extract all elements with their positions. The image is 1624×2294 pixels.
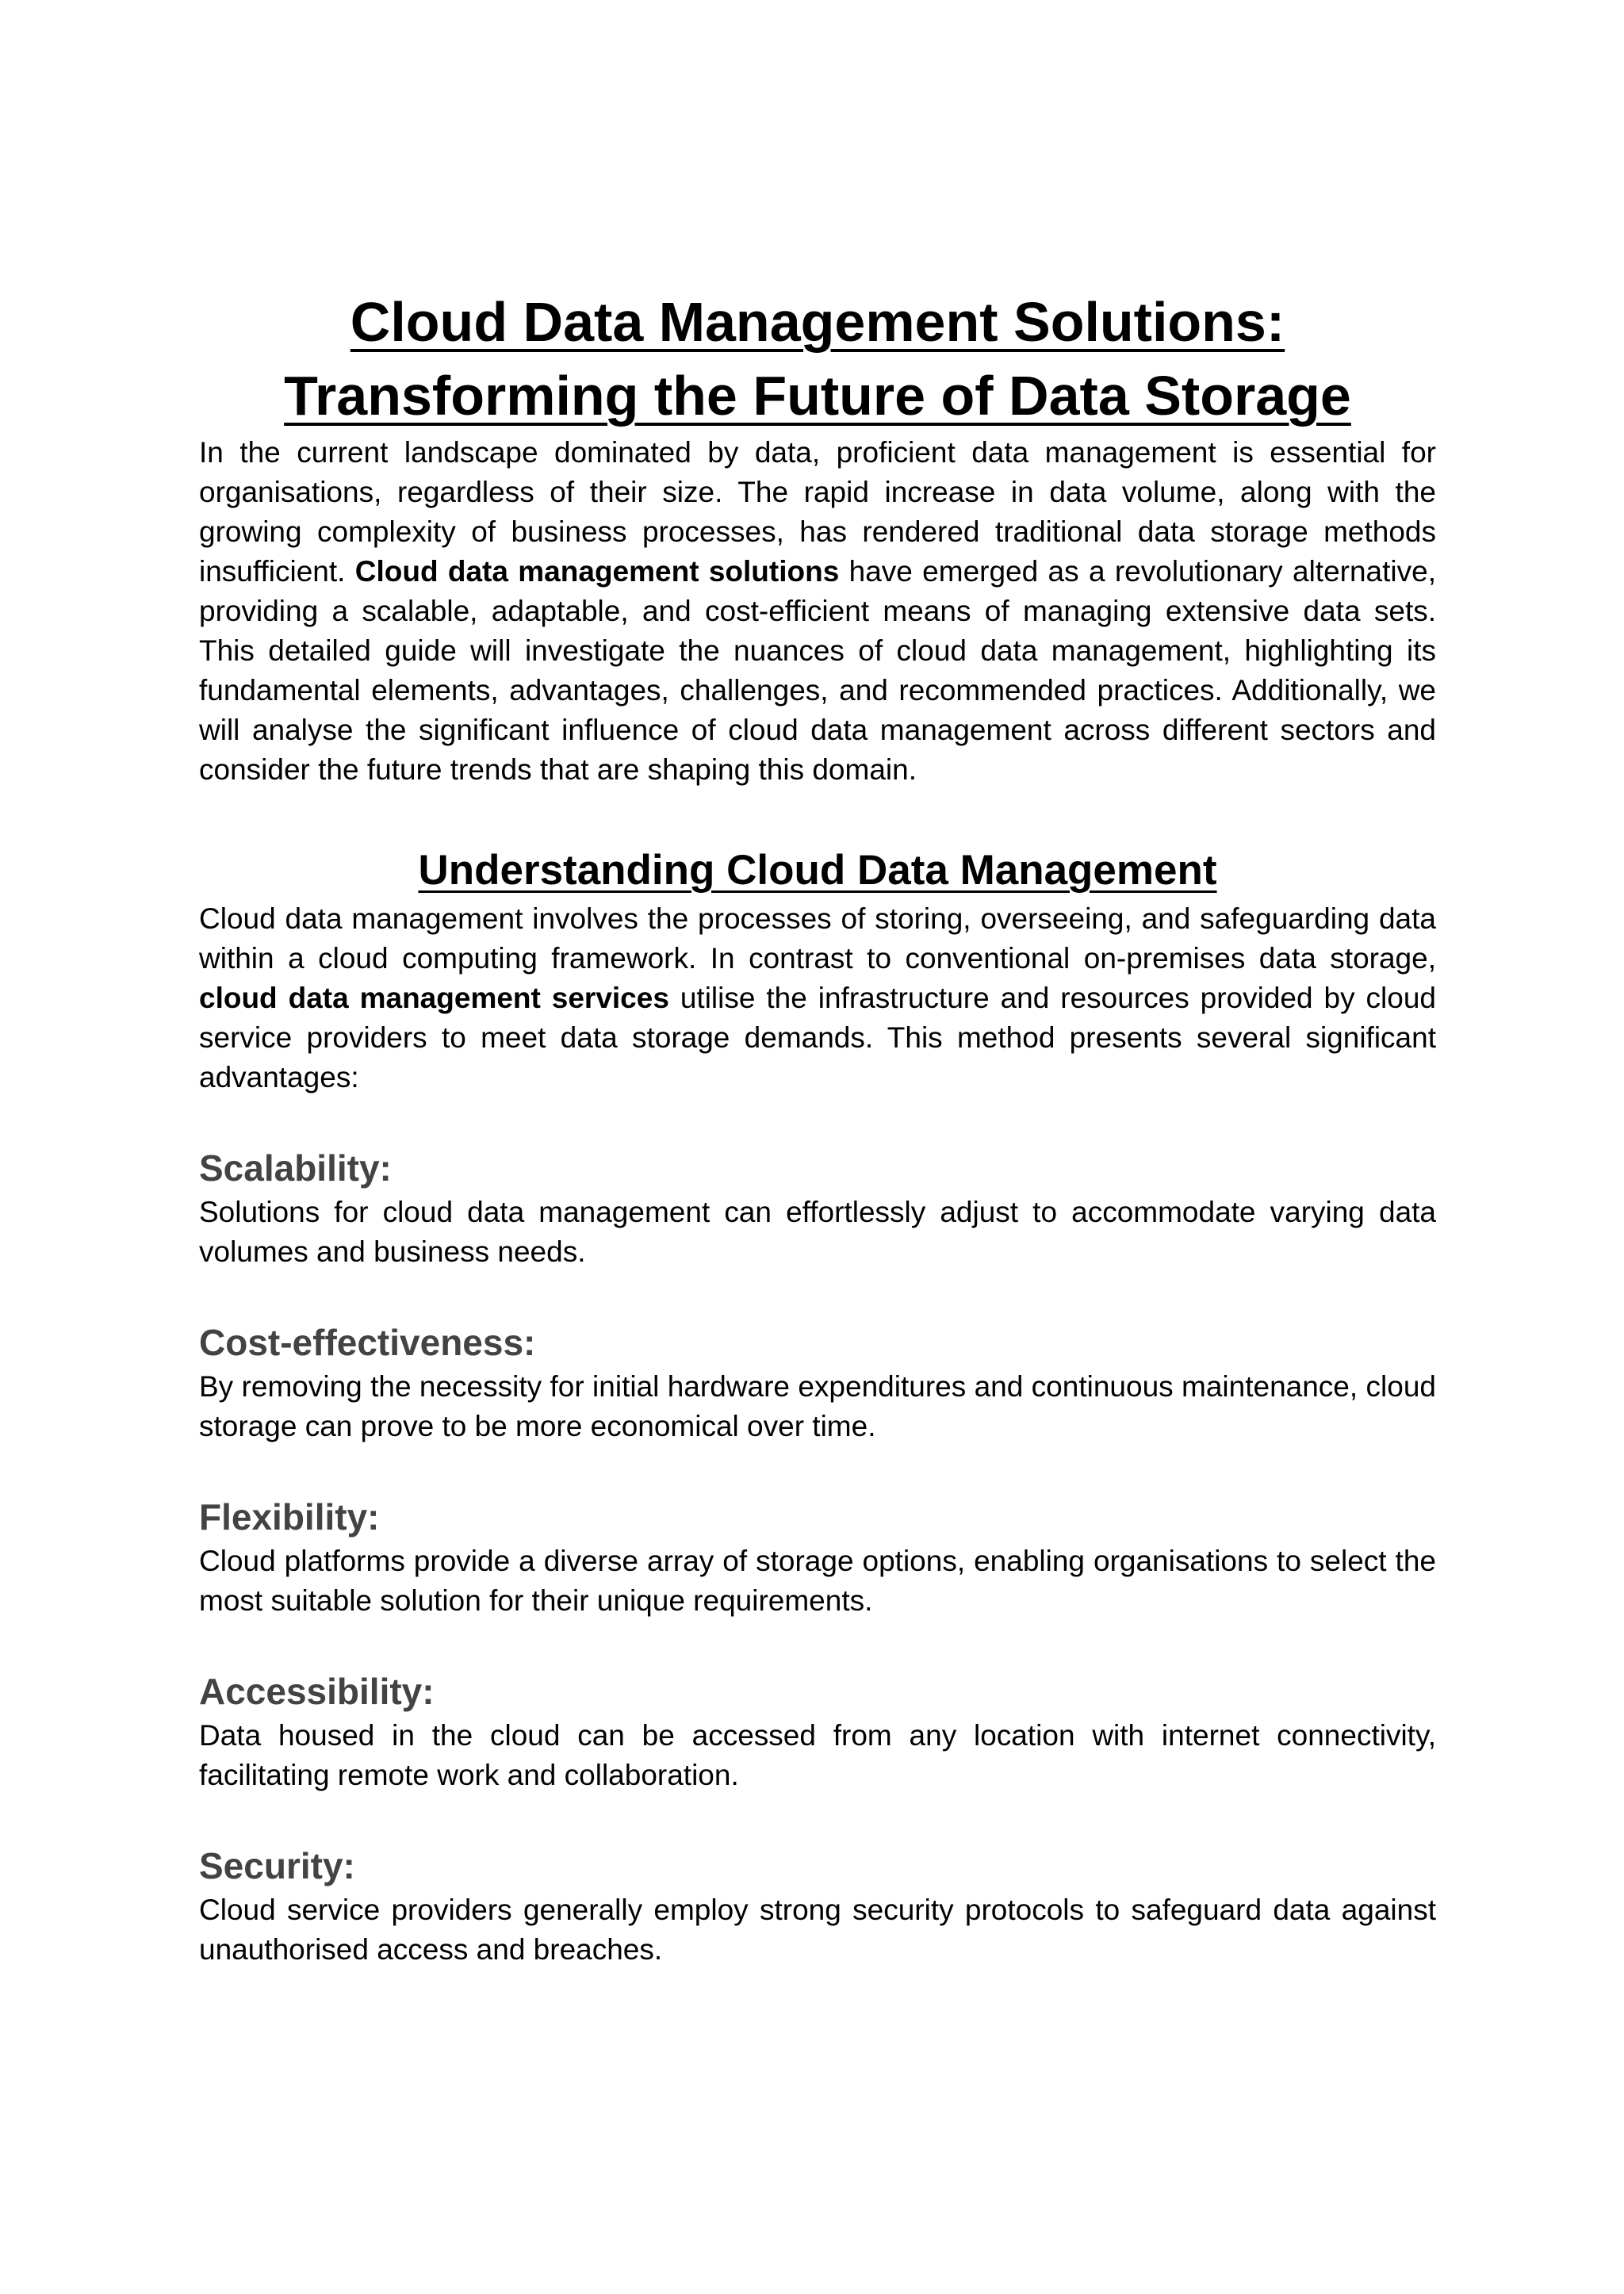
section-intro-bold-phrase: cloud data management services: [199, 982, 669, 1014]
advantage-heading: Cost-effectiveness:: [199, 1322, 536, 1363]
advantage-text: Cloud platforms provide a diverse array of storage options, enabling organisations to select the most suitable solution for their unique requirements.: [199, 1545, 1436, 1617]
advantage-text: Data housed in the cloud can be accessed from any location with internet connectivity, facilitating remote work and collaboration.: [199, 1719, 1436, 1791]
section-title: Understanding Cloud Data Management: [418, 847, 1217, 894]
advantage-flexibility: [199, 1492, 1436, 1621]
intro-paragraph: [199, 433, 1436, 790]
advantage-text: Cloud service providers generally employ strong security protocols to safeguard data against unauthorised access and breaches.: [199, 1894, 1436, 1966]
intro-bold-phrase: Cloud data management solutions: [354, 555, 840, 588]
section-intro-part-2: utilise the infrastructure and resources provided by cloud service providers to meet data storage demands. This method presents several significant advantages:: [199, 982, 1436, 1093]
document-title-line-2: Transforming the Future of Data Storage: [284, 365, 1351, 427]
advantage-security: [199, 1841, 1436, 1970]
advantage-accessibility: [199, 1667, 1436, 1795]
advantage-heading: Accessibility:: [199, 1671, 435, 1712]
advantage-heading: Scalability:: [199, 1147, 392, 1189]
intro-text-part-2: have emerged as a revolutionary alternative, providing a scalable, adaptable, and cost-efficient means of managing extensive data sets. This detailed guide will investigate the nuances of cloud data management, highlighting its fundamental elements, advantages, challenges, and recommended practices. Additionally, we will analyse the significant influence of cloud data management across different sectors and consider the future trends that are shaping this domain.: [199, 555, 1436, 786]
advantage-cost-effectiveness: [199, 1318, 1436, 1446]
document-title-line-1: Cloud Data Management Solutions:: [350, 291, 1285, 353]
document-content: [199, 285, 1436, 1970]
advantage-heading: Flexibility:: [199, 1496, 380, 1538]
advantage-text: By removing the necessity for initial hardware expenditures and continuous maintenance, cloud storage can prove to be more economical over time.: [199, 1370, 1436, 1442]
advantage-scalability: [199, 1143, 1436, 1272]
advantage-text: Solutions for cloud data management can effortlessly adjust to accommodate varying data volumes and business needs.: [199, 1196, 1436, 1268]
section-intro-part-1: Cloud data management involves the processes of storing, overseeing, and safeguarding data within a cloud computing framework. In contrast to conventional on-premises data storage,: [199, 902, 1436, 975]
advantage-heading: Security:: [199, 1845, 355, 1886]
intro-text-part-1: In the current landscape dominated by data, proficient data management is essential for organisations, regardless of their size. The rapid increase in data volume, along with the growing complexity of business processes, has rendered traditional data storage methods insufficient.: [199, 436, 1436, 588]
section-intro-paragraph: [199, 899, 1436, 1097]
document-title: [199, 285, 1436, 433]
